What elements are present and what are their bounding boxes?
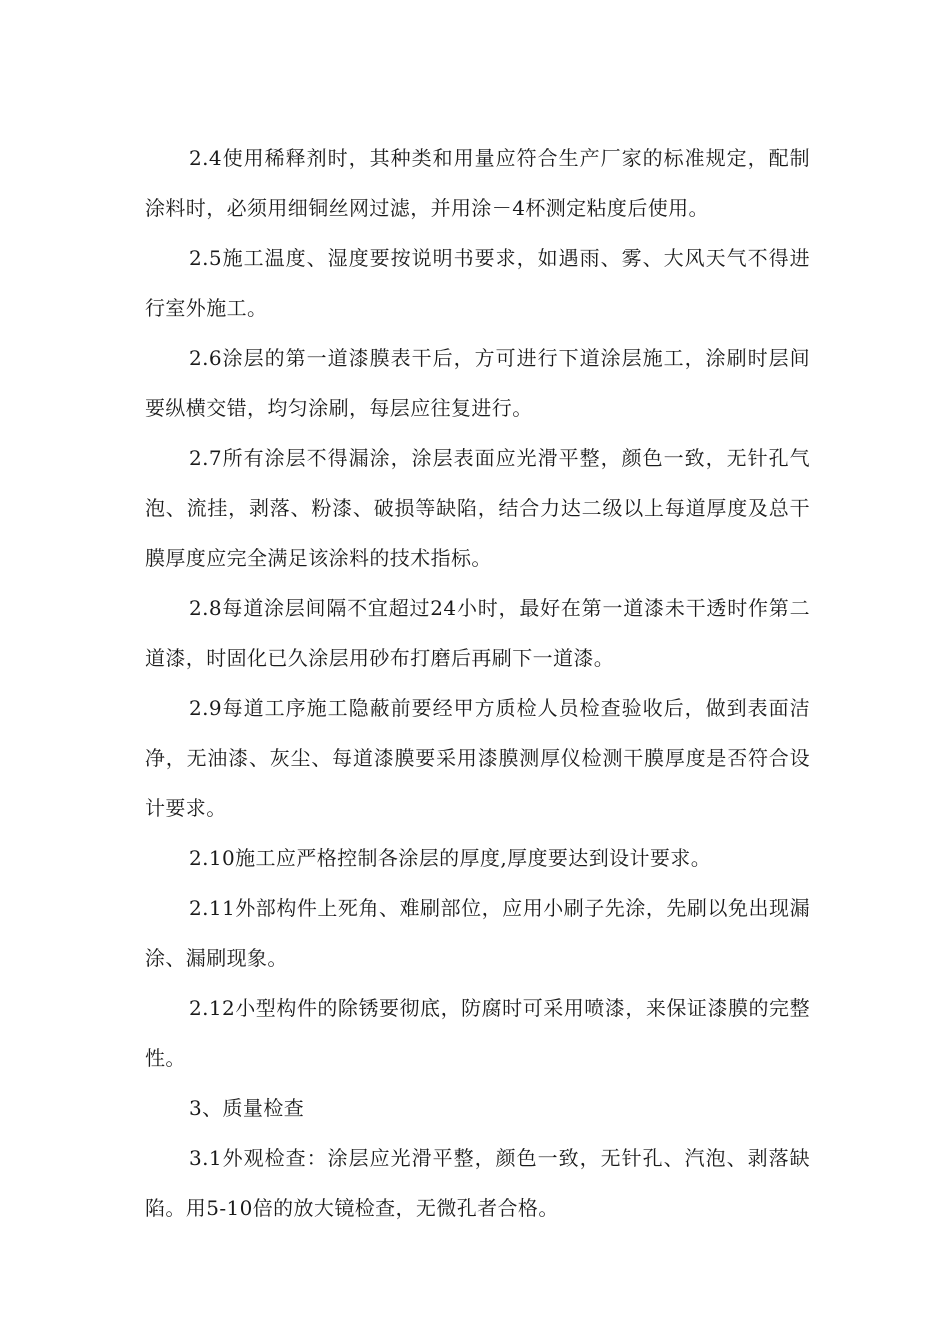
paragraph-2-7: 2.7所有涂层不得漏涂，涂层表面应光滑平整，颜色一致，无针孔气泡、流挂，剥落、粉漆、破损等缺陷，结合力达二级以上每道厚度及总干膜厚度应完全满足该涂料的技术指标。 <box>145 446 810 570</box>
paragraph-2-4: 2.4使用稀释剂时，其种类和用量应符合生产厂家的标准规定，配制涂料时，必须用细铜丝网过滤，并用涂－4杯测定粘度后使用。 <box>145 146 810 220</box>
paragraph-2-8: 2.8每道涂层间隔不宜超过24小时，最好在第一道漆未干透时作第二道漆，时固化已久涂层用砂布打磨后再刷下一道漆。 <box>145 596 810 670</box>
paragraph-2-11: 2.11外部构件上死角、难刷部位，应用小刷子先涂，先刷以免出现漏涂、漏刷现象。 <box>145 896 810 970</box>
section-heading-quality-check: 3、质量检查 <box>189 1096 305 1120</box>
paragraph-2-5: 2.5施工温度、湿度要按说明书要求，如遇雨、雾、大风天气不得进行室外施工。 <box>145 246 810 320</box>
paragraph-2-9: 2.9每道工序施工隐蔽前要经甲方质检人员检查验收后，做到表面洁净，无油漆、灰尘、每道漆膜要采用漆膜测厚仪检测干膜厚度是否符合设计要求。 <box>145 696 810 820</box>
document-body <box>145 133 810 1233</box>
paragraph-2-6: 2.6涂层的第一道漆膜表干后，方可进行下道涂层施工，涂刷时层间要纵横交错，均匀涂刷，每层应往复进行。 <box>145 346 810 420</box>
paragraph-3-1: 3.1外观检查：涂层应光滑平整，颜色一致，无针孔、汽泡、剥落缺陷。用5-10倍的放大镜检查，无微孔者合格。 <box>145 1146 810 1220</box>
paragraph-2-12: 2.12小型构件的除锈要彻底，防腐时可采用喷漆，来保证漆膜的完整性。 <box>145 996 810 1070</box>
paragraph-2-10: 2.10施工应严格控制各涂层的厚度,厚度要达到设计要求。 <box>189 846 712 870</box>
